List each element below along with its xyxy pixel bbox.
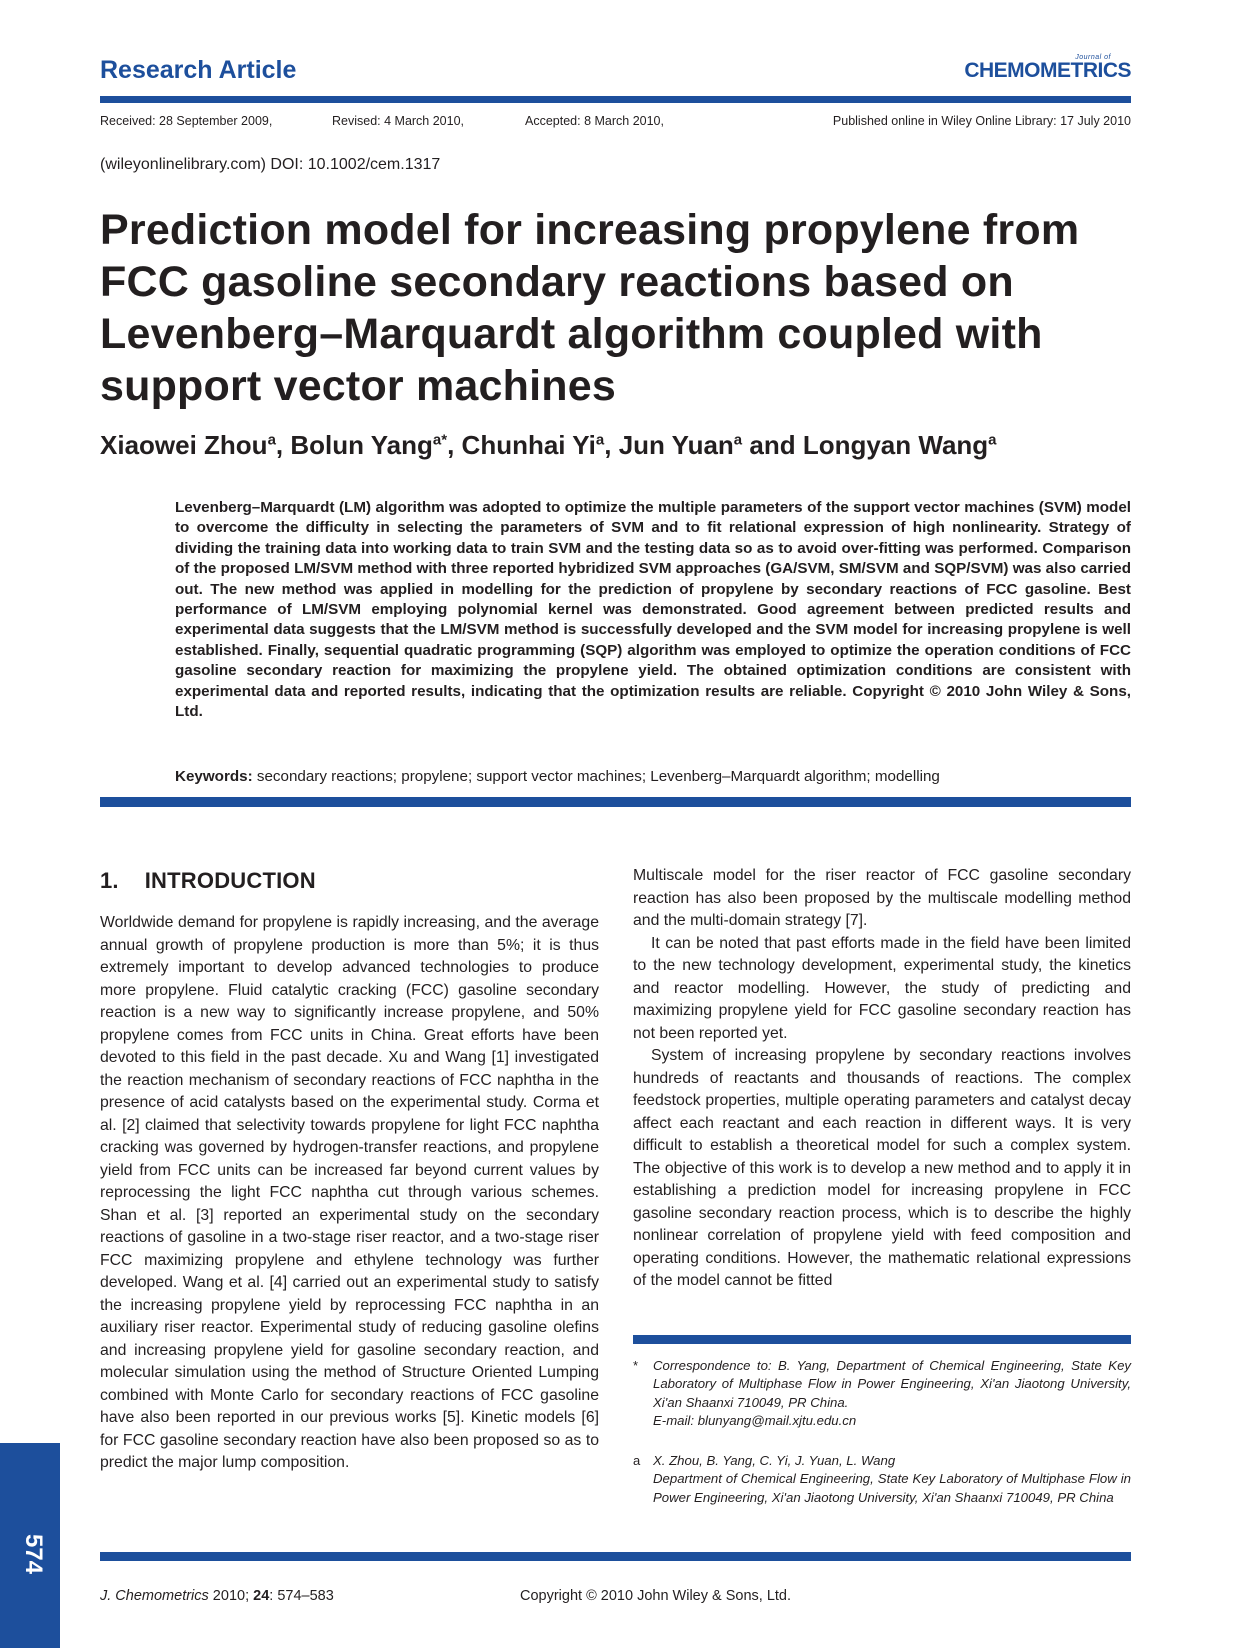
author-name: Xiaowei Zhou	[100, 430, 268, 460]
footer-year: 2010;	[208, 1588, 254, 1604]
author-affiliation-sup: a	[733, 431, 743, 449]
revised-date: Revised: 4 March 2010,	[332, 114, 465, 128]
paragraph: System of increasing propylene by secondary reactions involves hundreds of reactants and thousands of reactions. The complex feedstock properties, multiple operating parameters and catalyst decay affect each reactant and each reaction in different ways. It is very difficult to establish a theoretical model for such a complex system. The objective of this work is to develop a new method and to apply it in establishing a prediction model for increasing propylene in FCC gasoline secondary reaction process, which is to describe the highly nonlinear correlation of propylene yield with feed composition and operating conditions. However, the mathematic relational expressions of the model cannot be fitted	[633, 1047, 1131, 1289]
author-affiliation-sup: a	[595, 431, 605, 449]
affiliation-note	[653, 1452, 1131, 1507]
header-rule	[100, 96, 1131, 103]
footer-journal: J. Chemometrics	[100, 1588, 209, 1604]
author-affiliation-sup: a	[267, 431, 276, 449]
author-separator: and	[742, 430, 803, 460]
abstract: Levenberg–Marquardt (LM) algorithm was adopted to optimize the multiple parameters of the support vector machines (SVM) model to overcome the difficulty in selecting the parameters of SVM and to fit relational expression of high nonlinearity. Strategy of dividing the training data into working data to train SVM and the testing data so as to avoid over-fitting was performed. Comparison of the proposed LM/SVM method with three reported hybridized SVM approaches (GA/SVM, SM/SVM and SQP/SVM) was also carried out. The new method was applied in modelling for the prediction of propylene by secondary reactions of FCC gasoline. Best performance of LM/SVM employing polynomial kernel was demonstrated. Good agreement between predicted results and experimental data suggests that the LM/SVM method is successfully developed and the SVM model for increasing propylene is well established. Finally, sequential quadratic programming (SQP) algorithm was employed to optimize the operation conditions of FCC gasoline secondary reaction for maximizing the propylene yield. The obtained optimization conditions are consistent with experimental data and reported results, indicating that the optimization results are reliable. Copyright © 2010 John Wiley & Sons, Ltd.	[175, 499, 1131, 721]
author-separator: ,	[275, 430, 291, 460]
author-affiliation-sup: a	[988, 431, 997, 449]
paragraph: It can be noted that past efforts made in the field have been limited to the new technology development, experimental study, the kinetics and reactor modelling. However, the study of predicting and maximizing propylene yield for FCC gasoline secondary reaction has not been reported yet.	[633, 934, 1131, 1042]
right-column	[633, 865, 1131, 1293]
keywords-text: secondary reactions; propylene; support vector machines; Levenberg–Marquardt algorithm; modelling	[256, 768, 940, 785]
keywords	[175, 768, 940, 785]
journal-logo-small: Journal of	[1075, 54, 1111, 61]
affiliation-names: X. Zhou, B. Yang, C. Yi, J. Yuan, L. Wang	[653, 1453, 896, 1468]
abstract-rule	[100, 797, 1131, 807]
affiliation-mark: a	[633, 1453, 641, 1468]
journal-logo	[964, 54, 1131, 81]
keywords-label: Keywords:	[175, 768, 253, 785]
left-column	[100, 912, 599, 1475]
footer-pages: : 574–583	[269, 1588, 334, 1604]
correspondence-mark: *	[633, 1358, 639, 1373]
author-name: Chunhai Yi	[461, 430, 596, 460]
published-date: Published online in Wiley Online Library: 17 July 2010	[832, 114, 1131, 128]
footer-copyright: Copyright © 2010 John Wiley & Sons, Ltd.	[520, 1588, 792, 1604]
author-affiliation-sup: a*	[432, 431, 448, 449]
paragraph: Multiscale model for the riser reactor of FCC gasoline secondary reaction has also been proposed by the multiscale modelling method and the multi-domain strategy [7].	[633, 867, 1131, 929]
correspondence-email: E-mail: blunyang@mail.xjtu.edu.cn	[653, 1413, 857, 1429]
accepted-date: Accepted: 8 March 2010,	[525, 114, 664, 128]
footer-rule	[100, 1552, 1131, 1561]
footnote-rule	[633, 1335, 1131, 1344]
footer-citation	[100, 1588, 334, 1604]
article-title: Prediction model for increasing propylene from FCC gasoline secondary reactions based on Levenberg–Marquardt algorithm coupled with support vector machines	[100, 206, 1080, 410]
author-list	[100, 430, 997, 461]
affiliation-text: Department of Chemical Engineering, State Key Laboratory of Multiphase Flow in Power Engineering, Xi'an Jiaotong University, Xi'an Shaanxi 710049, PR China	[653, 1471, 1131, 1505]
section-title: INTRODUCTION	[144, 868, 316, 893]
received-date: Received: 28 September 2009,	[100, 114, 273, 128]
paragraph: Worldwide demand for propylene is rapidly increasing, and the average annual growth of propylene production is more than 5%; it is thus extremely important to develop advanced technologies to produce more propylene. Fluid catalytic cracking (FCC) gasoline secondary reaction is a new way to significantly increase propylene, and 50% propylene comes from FCC units in China. Great efforts have been devoted to this field in the past decade. Xu and Wang [1] investigated the reaction mechanism of secondary reactions of FCC naphtha in the presence of acid catalysts based on the experimental study. Corma et al. [2] claimed that selectivity towards propylene for light FCC naphtha cracking was governed by hydrogen-transfer reactions, and propylene yield from FCC units can be increased far beyond current values by reprocessing the light FCC naphtha cut through various schemes. Shan et al. [3] reported an experimental study on the secondary reactions of gasoline in a two-stage riser reactor, and a two-stage riser FCC maximizing propylene and ethylene technology was further developed. Wang et al. [4] carried out an experimental study to satisfy the increasing propylene yield by reprocessing FCC naphtha in an auxiliary riser reactor. Experimental study of reducing gasoline olefins and increasing propylene yield for gasoline secondary reaction, and molecular simulation using the method of Structure Oriented Lumping combined with Monte Carlo for secondary reactions of FCC gasoline have also been reported in our previous works [5]. Kinetic models [6] for FCC gasoline secondary reaction have also been proposed so as to predict the major lump composition.	[100, 914, 599, 1471]
doi-line: (wileyonlinelibrary.com) DOI: 10.1002/cem.1317	[100, 156, 441, 173]
footer-volume: 24	[253, 1588, 270, 1604]
section-number: 1.	[100, 868, 119, 893]
author-name: Longyan Wang	[802, 430, 989, 460]
correspondence-note	[653, 1357, 1131, 1431]
journal-logo-name: CHEMOMETRICS	[964, 59, 1131, 82]
correspondence-text: Correspondence to: B. Yang, Department of Chemical Engineering, State Key Laboratory of Multiphase Flow in Power Engineering, Xi'an Jiaotong University, Xi'an Shaanxi 710049, PR China.	[653, 1358, 1131, 1410]
author-separator: ,	[604, 430, 619, 460]
article-type-label: Research Article	[100, 56, 297, 84]
author-separator: ,	[447, 430, 462, 460]
page-number: 574	[20, 1533, 47, 1575]
author-name: Jun Yuan	[618, 430, 734, 460]
author-name: Bolun Yang	[290, 430, 433, 460]
section-heading	[100, 868, 316, 894]
